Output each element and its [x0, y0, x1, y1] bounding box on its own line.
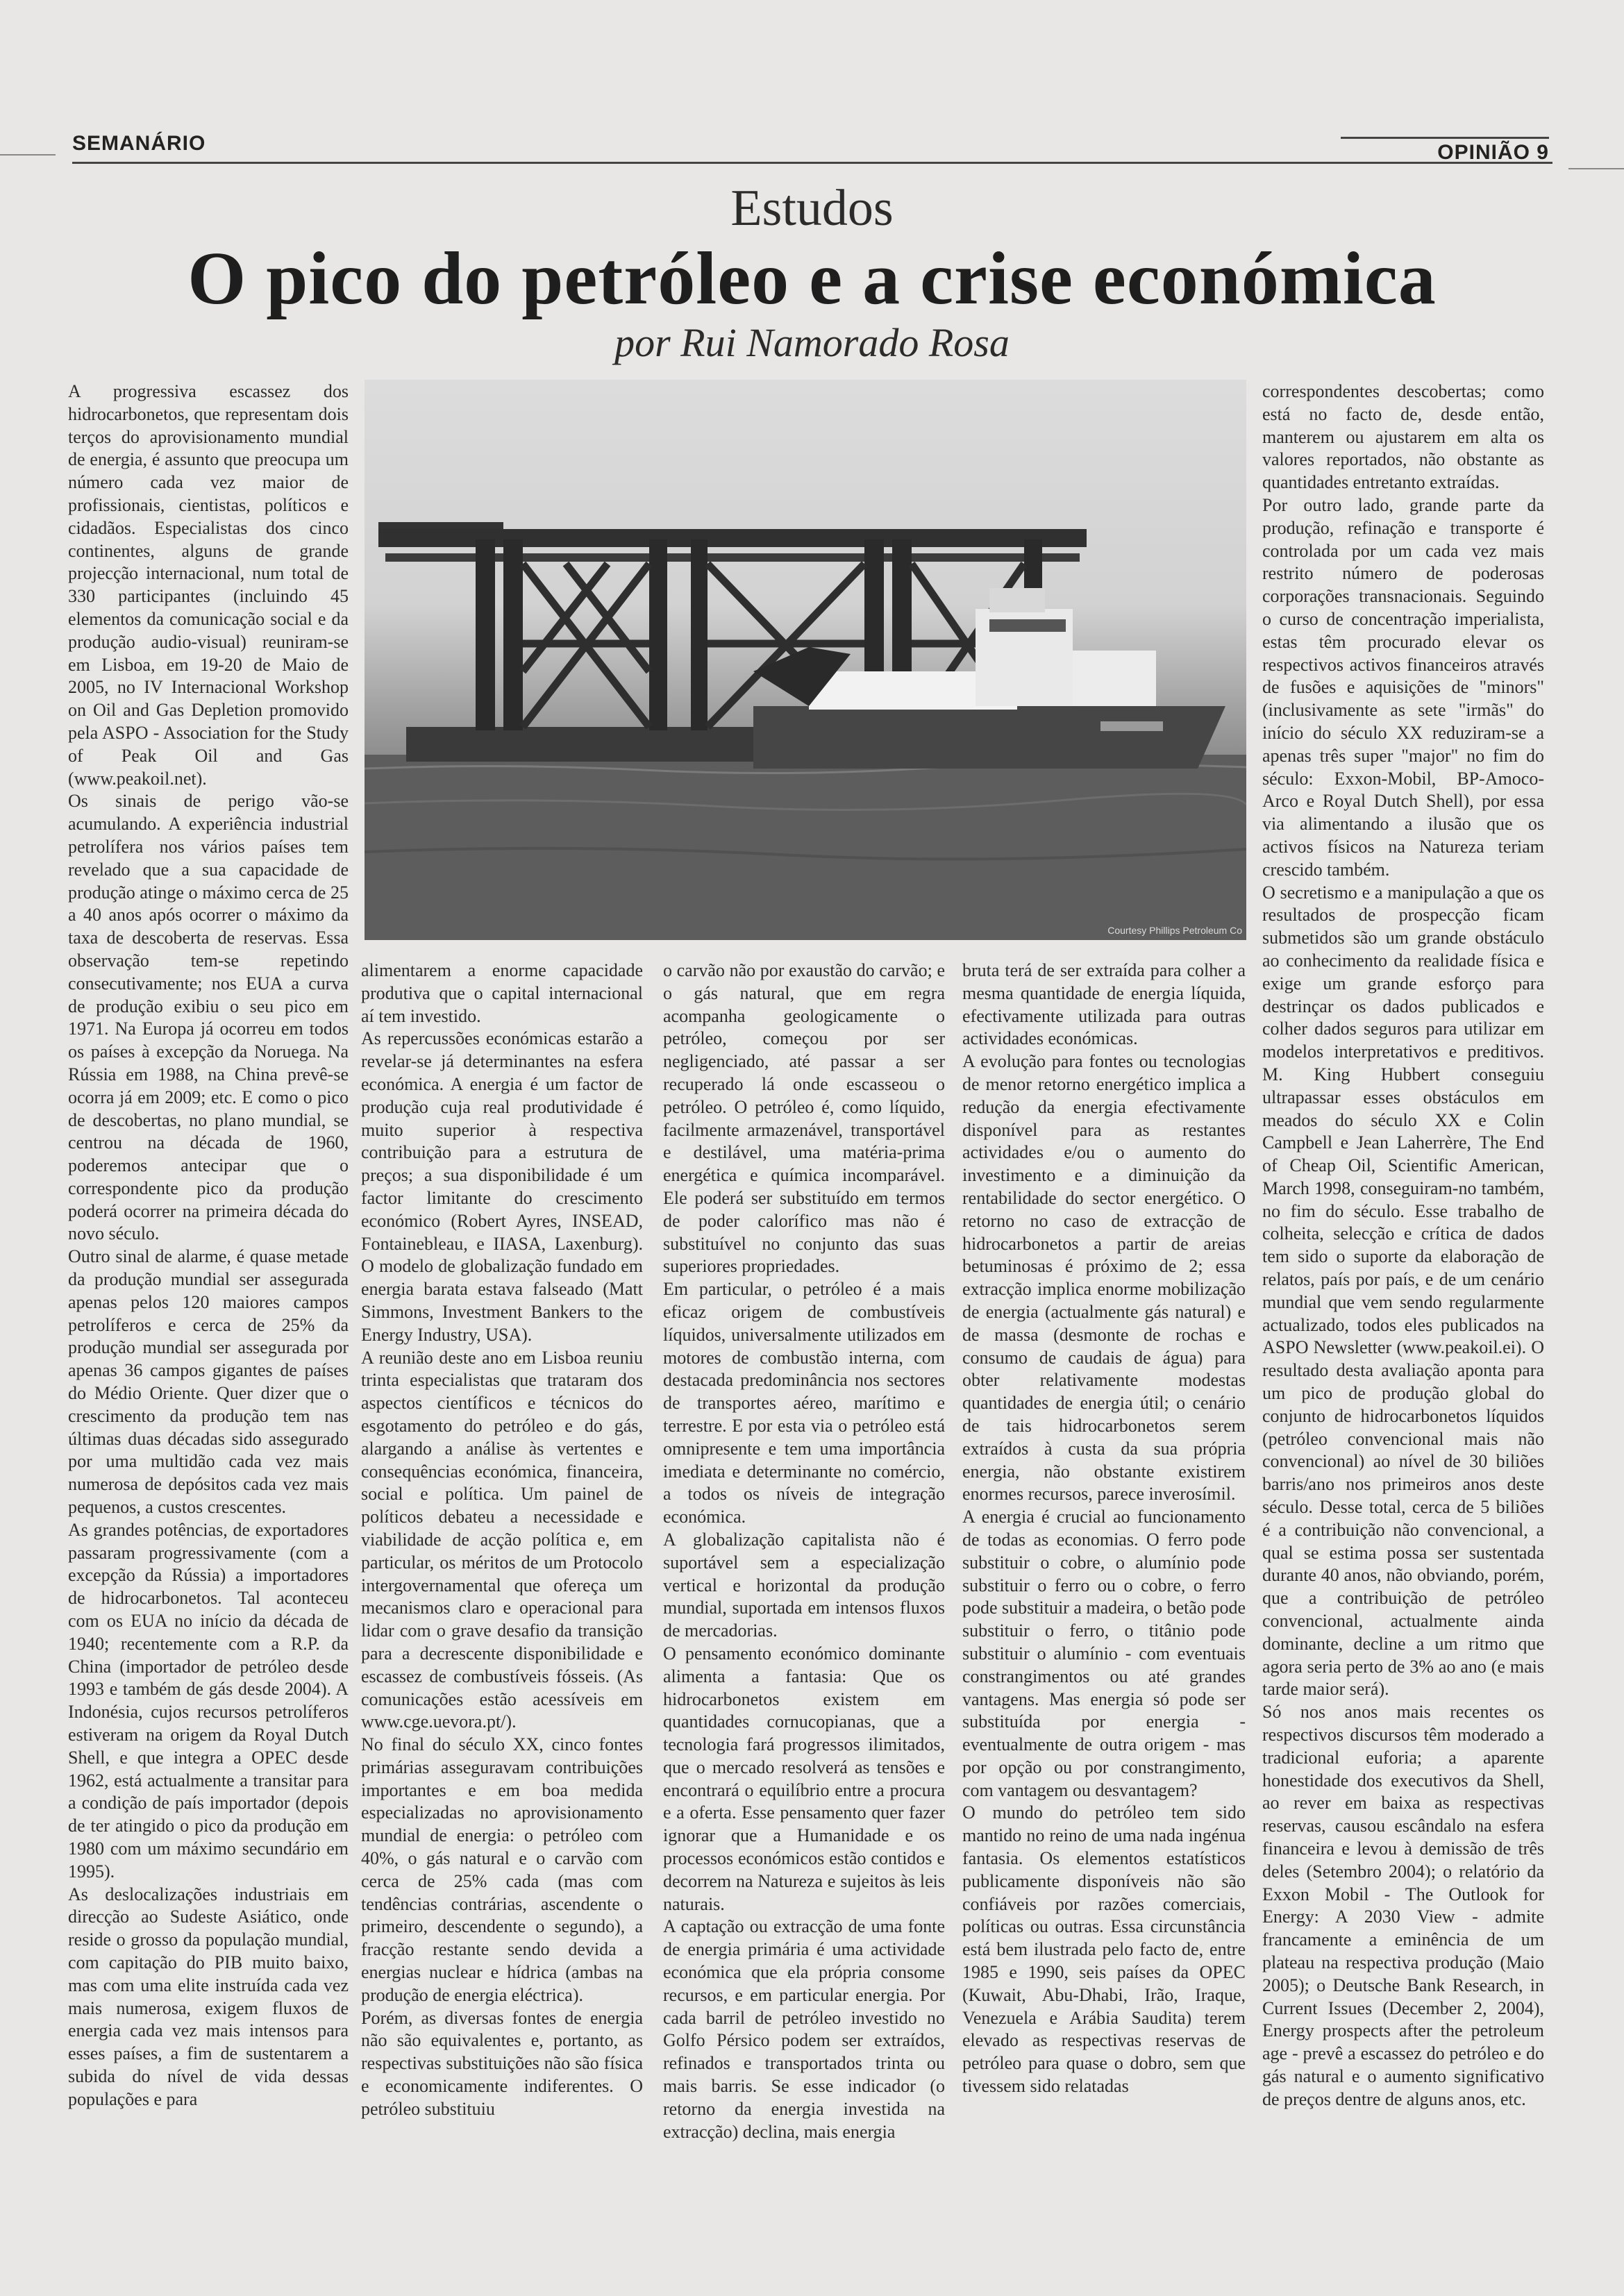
paragraph: As repercussões económicas estarão a revelar-se já determinantes na esfera económica. A energia é um factor de produção cuja real produtividade é muito superior à respectiva contribuição para a estrutura de preços; a sua disponibilidade é um factor limitante do crescimento económico (Robert Ayres, INSEAD, Fontainebleau, e IIASA, Laxenburg). O modelo de globalização fundado em energia barata estava falseado (Matt Simmons, Investment Bankers to the Energy Industry, USA). [361, 1028, 643, 1345]
paragraph: alimentarem a enorme capacidade produtiva que o capital internacional aí tem investido. [361, 960, 643, 1026]
column-5 [1262, 380, 1544, 2111]
column-2 [361, 960, 643, 2121]
paragraph: correspondentes descobertas; como está no facto de, desde então, manterem ou ajustarem em alta os valores reportados, não obstante as quantidades entretanto extraídas. [1262, 381, 1544, 493]
paragraph: Porém, as diversas fontes de energia não são equivalentes e, portanto, as respectivas substituições não são física e economicamente indiferentes. O petróleo substituiu [361, 2007, 643, 2119]
paragraph: O secretismo e a manipulação a que os resultados de prospecção ficam submetidos são um grande obstáculo ao conhecimento da realidade física e exige um grande esforço para destrinçar os dados publicados e colher dados seguros para utilizar em modelos interpretativos e preditivos. M. King Hubbert conseguiu ultrapassar esses obstáculos em meados do século XX e Colin Campbell e Jean Laherrère, The End of Cheap Oil, Scientific American, March 1998, conseguiram-no também, no fim do século. Esse trabalho de colheita, selecção e crítica de dados tem sido o suporte da elaboração de relatos, país por país, e de um cenário mundial que vem sendo regularmente actualizado, todos eles publicados na ASPO Newsletter (www.peakoil.ei). O resultado desta avaliação aponta para um pico de produção global do conjunto de hidrocarbonetos líquidos (petróleo convencional mais não convencional) ao nível de 30 biliões barris/ano nos primeiros anos deste século. Desse total, cerca de 5 biliões é a contribuição não convencional, a qual se estima possa ser sustentada durante 40 anos, não obviando, porém, que a contribuição de petróleo convencional, actualmente ainda dominante, decline a um ritmo que agora seria perto de 3% ao ano (e mais tarde maior será). [1262, 882, 1544, 1700]
paragraph: A reunião deste ano em Lisboa reuniu trinta especialistas que trataram dos aspectos científicos e técnicos do esgotamento do petróleo e do gás, alargando a análise às vertentes e consequências económica, financeira, social e política. Um painel de políticos debateu a necessidade e viabilidade de acção política e, em particular, os méritos de um Protocolo intergovernamental que ofereça um mecanismos claro e operacional para lidar com o grave desafio da transição para a decrescente disponibilidade e escassez de combustíveis fósseis. (As comunicações estão acessíveis em www.cge.uevora.pt/). [361, 1347, 643, 1732]
publication-name: SEMANÁRIO [72, 132, 206, 155]
photo-credit: Courtesy Phillips Petroleum Co [1107, 925, 1242, 936]
page-label: OPINIÃO 9 [1437, 141, 1549, 164]
paragraph: A evolução para fontes ou tecnologias de menor retorno energético implica a redução da energia efectivamente disponível para as restantes actividades e/ou o aumento do investimento e a diminuição da rentabilidade do sector energético. O retorno no caso de extracção de hidrocarbonetos a partir de areias betuminosas é próximo de 2; essa extracção implica enorme mobilização de energia (actualmente gás natural) e de massa (desmonte de rochas e consumo de caudais de água) para obter relativamente modestas quantidades de energia útil; o cenário de tais hidrocarbonetos serem extraídos à custa da sua própria energia, não obstante existirem enormes recursos, parece inverosímil. [962, 1051, 1246, 1505]
paragraph: o carvão não por exaustão do carvão; e o gás natural, que em regra acompanha geologicamente o petróleo, começou por ser negligenciado, até passar a ser recuperado lá onde escasseou o petróleo. O petróleo é, como líquido, facilmente armazenável, transportável e destilável, uma matéria-prima energética e química incomparável. Ele poderá ser substituído em termos de poder calorífico mas não é substituível no conjunto das suas superiores propriedades. [663, 960, 945, 1277]
paragraph: As grandes potências, de exportadores passaram progressivamente (com a excepção da Rússia) a importadores de hidrocarbonetos. Tal aconteceu com os EUA no início da década de 1940; recentemente com a R.P. da China (importador de petróleo desde 1993 e também de gás desde 2004). A Indonésia, cujos recursos petrolíferos estiveram na origem da Royal Dutch Shell, e que integra a OPEC desde 1962, está actualmente a transitar para a condição de país importador (depois de ter atingido o pico da produção em 1980 com um máximo secundário em 1995). [68, 1519, 349, 1882]
paragraph: bruta terá de ser extraída para colher a mesma quantidade de energia líquida, efectivamente utilizada para outras actividades económicas. [962, 960, 1246, 1049]
paragraph: A progressiva escassez dos hidrocarbonetos, que representam dois terços do aprovisionamento mundial de energia, é assunto que preocupa um número cada vez maior de profissionais, cientistas, políticos e cidadãos. Especialistas dos cinco continentes, alguns de grande projecção internacional, num total de 330 participantes (incluindo 45 elementos da comunicação social e da produção audio-visual) reuniram-se em Lisboa, em 19-20 de Maio de 2005, no IV Internacional Workshop on Oil and Gas Depletion promovido pela ASPO - Association for the Study of Peak Oil and Gas (www.peakoil.net). [68, 381, 349, 789]
paragraph: Em particular, o petróleo é a mais eficaz origem de combustíveis líquidos, universalmente utilizados em motores de combustão interna, com destacada predominância nos sectores de transportes aéreo, marítimo e terrestre. E por esta via o petróleo está omnipresente e tem uma importância imediata e determinante no comércio, a todos os níveis de integração económica. [663, 1279, 945, 1527]
article-photo [365, 380, 1246, 940]
article-title: O pico do petróleo e a crise económica [187, 237, 1437, 320]
paragraph: A globalização capitalista não é suportável sem a especialização vertical e horizontal da produção mundial, suportada em intensos fluxos de mercadorias. [663, 1529, 945, 1641]
edge-rule-left [0, 154, 56, 156]
article-kicker: Estudos [730, 180, 894, 237]
paragraph: Os sinais de perigo vão-se acumulando. A experiência industrial petrolífera nos vários países tem revelado que a sua capacidade de produção atinge o máximo cerca de 25 a 40 anos após ocorrer o máximo da taxa de descoberta de reservas. Essa observação tem-se repetindo consecutivamente; nos EUA a curva de produção exibiu o seu pico em 1971. Na Europa já ocorreu em todos os países à excepção da Noruega. Na Rússia em 1988, na China prevê-se ocorra já em 2009; etc. E como o pico de descobertas, no plano mundial, se centrou na década de 1960, poderemos antecipar que o correspondente pico da produção poderá ocorrer na primeira década do novo século. [68, 791, 349, 1244]
paragraph: O pensamento económico dominante alimenta a fantasia: Que os hidrocarbonetos existem em quantidades cornucopianas, que a tecnologia fará progressos ilimitados, que o mercado resolverá as tensões e encontrará o equilíbrio entre a procura e a oferta. Esse pensamento quer fazer ignorar que a Humanidade e os processos económicos estão contidos e decorrem na Natureza e sujeitos às leis naturais. [663, 1643, 945, 1914]
column-4 [962, 960, 1246, 2098]
paragraph: Só nos anos mais recentes os respectivos discursos têm moderado a tradicional euforia; a aparente honestidade dos executivos da Shell, ao rever em baixa as respectivas reservas, causou escândalo na esfera financeira e levou à demissão de três deles (Setembro 2004); o relatório da Exxon Mobil - The Outlook for Energy: A 2030 View - admite francamente a eminência de um plateau na respectiva produção (Maio 2005); o Deutsche Bank Research, in Current Issues (December 2, 2004), Energy prospects after the petroleum age - prevê a escassez do petróleo e do gás natural e o aumento significativo de preços dentre de alguns anos, etc. [1262, 1702, 1544, 2109]
article-byline: por Rui Namorado Rosa [614, 320, 1010, 365]
paragraph: As deslocalizações industriais em direcção ao Sudeste Asiático, onde reside o grosso da população mundial, com capitação do PIB muito baixo, mas com uma elite instruída cada vez mais numerosa, exigem fluxos de energia cada vez mais intensos para esses países, a fim de sustentarem a subida do nível de vida dessas populações e para [68, 1884, 349, 2109]
platform-illustration [365, 380, 1246, 940]
column-3 [663, 960, 945, 2143]
paragraph: O mundo do petróleo tem sido mantido no reino de uma nada ingénua fantasia. Os elementos estatísticos publicamente disponíveis não são confiáveis por razões comerciais, políticas ou outras. Essa circunstância está bem ilustrada pelo facto de, entre 1985 e 1990, seis países da OPEC (Kuwait, Abu-Dhabi, Irão, Iraque, Venezuela e Arábia Saudita) terem elevado as respectivas reservas de petróleo para quase o dobro, sem que tivessem sido relatadas [962, 1802, 1246, 2097]
paragraph: A captação ou extracção de uma fonte de energia primária é uma actividade económica que ela própria consome recursos, e em particular energia. Por cada barril de petróleo investido no Golfo Pérsico podem ser extraídos, refinados e transportados trinta ou mais barris. Se esse indicador (o retorno da energia investida na extracção) declina, mais energia [663, 1916, 945, 2142]
column-1 [68, 380, 349, 2111]
header-rule [72, 162, 1552, 164]
paragraph: Outro sinal de alarme, é quase metade da produção mundial ser assegurada apenas pelos 120 maiores campos petrolíferos e cerca de 25% da produção mundial ser assegurada por apenas 36 campos gigantes de países do Médio Oriente. Quer dizer que o crescimento da produção tem nas últimas duas décadas sido assegurado por uma multidão cada vez mais numerosa de depósitos cada vez mais pequenos, a custos crescentes. [68, 1246, 349, 1518]
paragraph: No final do século XX, cinco fontes primárias asseguravam contribuições importantes e em boa medida especializadas no aprovisionamento mundial de energia: o petróleo com 40%, o gás natural e o carvão com cerca de 25% cada (mas com tendências contrárias, ascendente o primeiro, descendente o segundo), a fracção restante sendo devida a energias nuclear e hídrica (ambas na produção de energia eléctrica). [361, 1734, 643, 2005]
edge-rule-right [1568, 168, 1624, 169]
paragraph: A energia é crucial ao funcionamento de todas as economias. O ferro pode substituir o cobre, o alumínio pode substituir o ferro ou o cobre, o ferro pode substituir a madeira, o betão pode substituir o ferro, o titânio pode substituir o alumínio - com eventuais constrangimentos ou até grandes vantagens. Mas energia só pode ser substituída por energia - eventualmente de outra origem - mas por opção ou por constrangimento, com vantagem ou desvantagem? [962, 1507, 1246, 1800]
paragraph: Por outro lado, grande parte da produção, refinação e transporte é controlada por um cada vez mais restrito número de poderosas corporações transnacionais. Seguindo o curso de concentração imperialista, estas têm procurado elevar os respectivos activos financeiros através de fusões e aquisições de "minors" (inclusivamente as sete "irmãs" do início do século XX reduziram-se a apenas três super "major" no fim do século: Exxon-Mobil, BP-Amoco-Arco e Royal Dutch Shell), por essa via alimentando a ilusão que os activos físicos na Natureza teriam crescido também. [1262, 494, 1544, 880]
header-rule-short [1341, 137, 1549, 139]
